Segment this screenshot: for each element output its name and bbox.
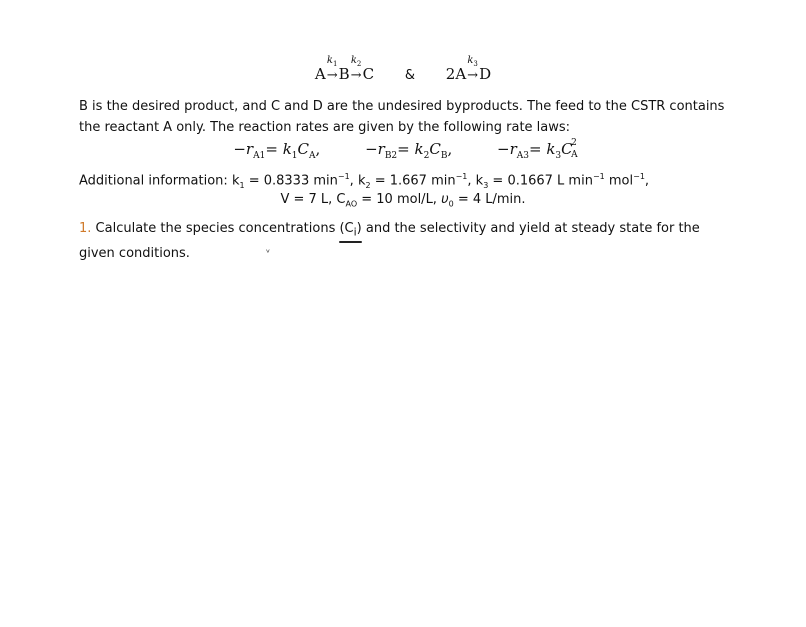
reaction-2: [446, 56, 491, 83]
additional-info-line2: V = 7 L, $C_{AO} = 10$ mol/L, $\upsilon_0 = 4$ L/min.: [280, 192, 526, 209]
ampersand: &: [404, 68, 415, 83]
right-arrow-icon: →: [350, 68, 362, 83]
rate-law-B2: $-r_{B2}= k_2C_B$,: [365, 140, 453, 161]
right-arrow-icon: →: [326, 68, 338, 83]
rate-law-A1: $-r_{A1}= k_1C_A$,: [233, 140, 321, 161]
question-number: 1.: [79, 221, 92, 236]
reaction-scheme: [0, 56, 806, 83]
species-A: A: [314, 65, 326, 83]
species-D: D: [479, 65, 492, 83]
additional-info-line1: Additional information: $k_1 = 0.8333$ $\min^{-1}$, $k_2 = 1.667$ $\min^{-1}$, $k_3 = 0.1667$ L $\min^{-1} mol^{-1}$,: [79, 172, 650, 190]
problem-description: B is the desired product, and C and D are the undesired byproducts. The feed to the CSTR contains the reactant A only. The reaction rates are given by the following rate laws:: [79, 99, 725, 135]
species-B: B: [338, 65, 350, 83]
coef-2: 2: [445, 65, 456, 83]
additional-info-label: Additional information:: [79, 173, 228, 189]
handwritten-mark: ᵛ: [266, 248, 271, 259]
species-C: C: [362, 65, 375, 83]
ci-underlined: $(C_i)$: [339, 218, 361, 243]
arrow-k2: $k_2$ →: [350, 55, 362, 83]
right-arrow-icon: →: [467, 68, 479, 83]
rate-law-A3: $-r_{A3}= k_3C$ 2 A: [497, 138, 578, 161]
reaction-1: [315, 56, 374, 83]
question-1: 1. Calculate the species concentrations $(C_i)$ and the selectivity and yield at steady state for the given conditions.: [79, 218, 739, 264]
species-A: A: [455, 65, 467, 83]
arrow-k3: $k_3$ →: [467, 55, 479, 83]
arrow-k1: $k_1$ →: [326, 55, 338, 83]
rate-laws: [0, 140, 806, 161]
handwritten-underline: [339, 241, 361, 243]
